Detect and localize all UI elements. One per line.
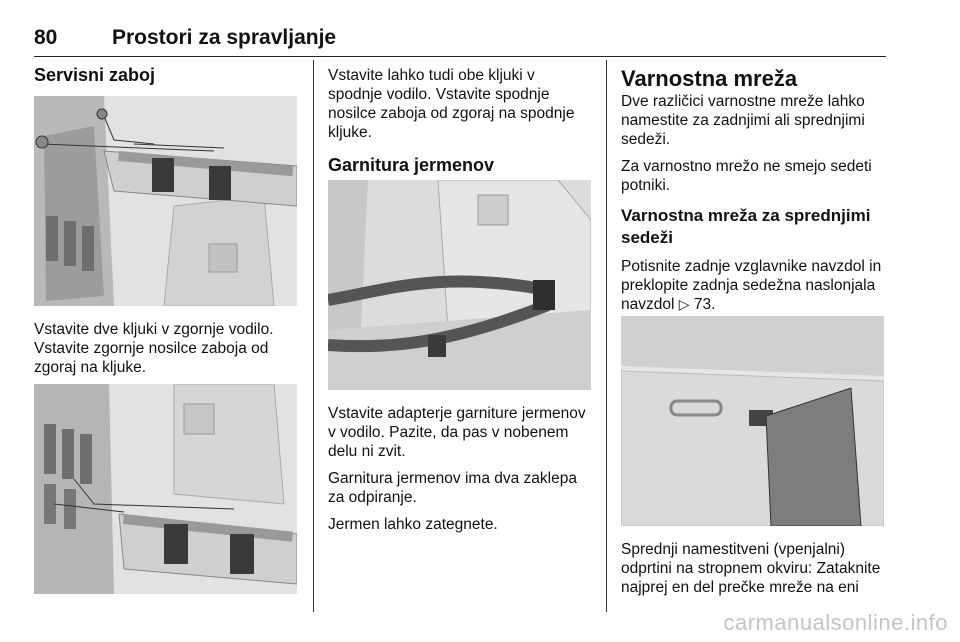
body-paragraph: Vstavite lahko tudi obe kljuki v spodnje vodilo. Vstavite spodnje nosilce zaboja od zgoraj na spodnje kljuke. (328, 67, 575, 141)
figure-service-box-lower (34, 384, 297, 594)
body-paragraph: Za varnostno mrežo ne smejo sedeti potniki. (621, 158, 872, 194)
body-paragraph: Dve različici varnostne mreže lahko namestite za zadnjimi ali sprednjimi sedeži. (621, 93, 865, 148)
section-heading: Garnitura jermenov (328, 155, 495, 175)
column-2-text (328, 404, 592, 534)
page-header (34, 26, 886, 57)
page-number: 80 (34, 26, 58, 49)
section-heading: Varnostna mreža (621, 66, 798, 91)
figure-service-box-upper (34, 96, 297, 306)
body-paragraph: Garnitura jermenov ima dva zaklepa za odpiranje. (328, 470, 577, 506)
column-1 (34, 60, 300, 86)
column-2 (328, 66, 592, 176)
figure-belt-set (328, 180, 591, 390)
paragraph-text: Potisnite zadnje vzglavnike navzdol in preklopite zadnja sedežna naslonjala navzdol (621, 258, 882, 313)
running-title: Prostori za spravljanje (112, 26, 337, 49)
column-1-text (34, 320, 300, 377)
column-3 (621, 66, 887, 314)
section-heading: Servisni zaboj (34, 65, 156, 85)
body-paragraph: Sprednji namestitveni (vpenjalni) odprtini na stropnem okviru: Zataknite najprej en del prečke mreže na eni (621, 541, 881, 596)
column-divider (313, 60, 314, 612)
column-3-text (621, 540, 887, 597)
figure-safety-net (621, 316, 884, 526)
page-reference[interactable]: 73. (689, 296, 716, 313)
body-paragraph (621, 257, 887, 314)
body-paragraph: Jermen lahko zategnete. (328, 516, 498, 533)
subsection-heading: Varnostna mreža za sprednjimi sedeži (621, 206, 871, 247)
body-paragraph: Vstavite adapterje garniture jermenov v vodilo. Pazite, da pas v nobenem delu ni zvit. (328, 405, 586, 460)
body-paragraph: Vstavite dve kljuki v zgornje vodilo. Vstavite zgornje nosilce zaboja od zgoraj na kljuke. (34, 321, 274, 376)
watermark: carmanualsonline.info (723, 610, 948, 635)
column-divider (606, 60, 607, 612)
page-reference-icon: ▷ (678, 296, 690, 312)
